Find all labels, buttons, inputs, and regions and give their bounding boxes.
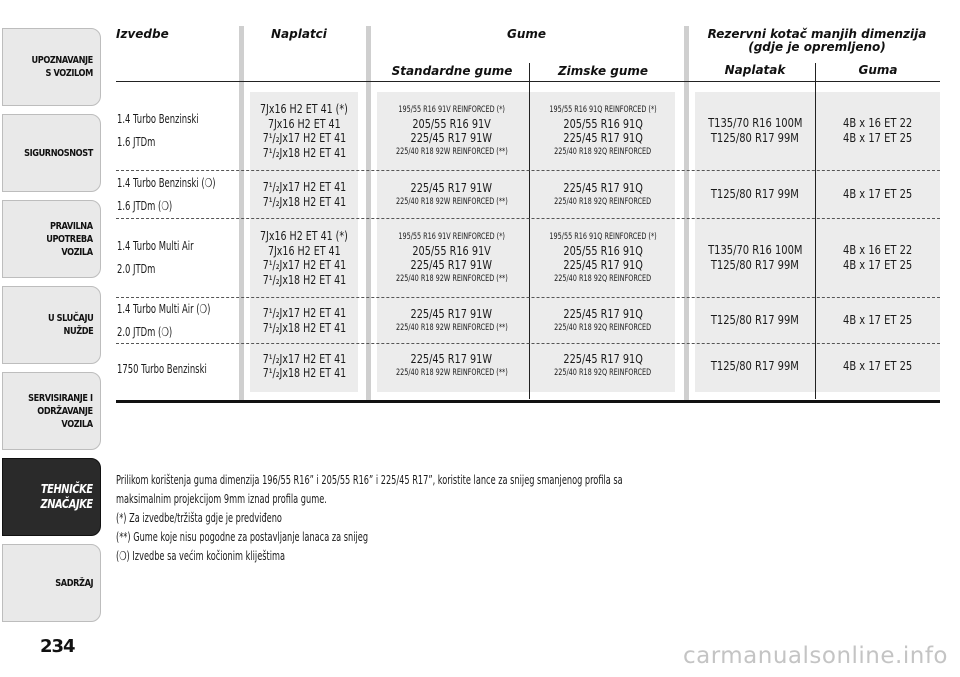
row3-spare-rim [695, 220, 815, 296]
tyre-size: 225/40 R18 92Q REINFORCED [554, 147, 652, 157]
row3-standard-tyres [374, 220, 529, 296]
spare-tyre-size: 4B x 17 ET 25 [843, 313, 913, 327]
rim-size: 7Jx16 H2 ET 41 [267, 243, 341, 258]
row1-winter-tyres [530, 93, 676, 169]
tab-upoznavanje[interactable]: UPOZNAVANJE S VOZILOM [2, 28, 101, 106]
model-name: 1.6 JTDm [117, 135, 156, 149]
header-zimske-gume: Zimske gume [557, 64, 649, 78]
note-snow-chains: Prilikom korištenja guma dimenzija 196/55 R16” i 205/55 R16” i 225/45 R17”, koristite lance za snijeg smanjenog profila sa [116, 473, 623, 487]
rim-size: 7¹/₂Jx17 H2 ET 41 [262, 180, 346, 194]
tab-tehnicke-znacajke[interactable]: TEHNIČKE ZNAČAJKE [2, 458, 101, 536]
header-standardne-gume: Standardne gume [391, 64, 513, 78]
header-naplatak: Naplatak [724, 63, 786, 77]
model-name: 1.4 Turbo Benzinski [117, 112, 199, 126]
spare-rim-size: T125/80 R17 99M [710, 358, 800, 373]
note-asterisk: (*) Za izvedbe/tržišta gdje je predviđeno [116, 511, 282, 525]
row3-models [117, 220, 239, 296]
model-name: 1.4 Turbo Benzinski (❍) [117, 175, 216, 190]
spare-tyre-size: 4B x 17 ET 25 [843, 358, 913, 373]
tyre-size: 225/45 R17 91Q [563, 352, 643, 366]
tyre-size: 225/45 R17 91W [410, 258, 493, 272]
tyre-size: 225/40 R18 92Q REINFORCED [554, 196, 652, 207]
row-separator-3 [116, 297, 940, 298]
header-naplatci: Naplatci [271, 27, 327, 41]
row5-models [117, 346, 239, 392]
tyre-size: 225/45 R17 91W [410, 352, 493, 366]
header-gume: Gume [507, 27, 547, 41]
tyre-size: 225/45 R17 91Q [563, 131, 643, 145]
rim-size: 7¹/₂Jx18 H2 ET 41 [262, 366, 346, 380]
row-separator-4 [116, 343, 940, 344]
row1-standard-tyres [374, 93, 529, 169]
row1-spare-rim [695, 93, 815, 169]
tyre-size: 225/40 R18 92W REINFORCED (**) [395, 322, 508, 333]
footnotes [116, 471, 756, 566]
row2-spare-rim [695, 172, 815, 217]
row1-models [117, 93, 239, 169]
tyre-size: 225/40 R18 92Q REINFORCED [554, 274, 652, 284]
spare-tyre-size: 4B x 17 ET 25 [843, 258, 913, 272]
row2-models [117, 172, 239, 217]
rim-size: 7¹/₂Jx18 H2 ET 41 [262, 194, 346, 209]
model-name: 1.4 Turbo Multi Air (❍) [117, 301, 211, 316]
tyre-size: 195/55 R16 91Q REINFORCED (*) [549, 105, 657, 115]
model-name: 2.0 JTDm [117, 262, 156, 276]
row2-winter-tyres [530, 172, 676, 217]
header-rule [116, 81, 940, 82]
spare-rim-size: T125/80 R17 99M [710, 313, 800, 327]
row5-spare-rim [695, 346, 815, 386]
rim-size: 7¹/₂Jx18 H2 ET 41 [262, 272, 346, 287]
note-circle: (❍) Izvedbe sa većim kočionim kliještima [116, 549, 286, 563]
tyre-size: 225/40 R18 92W REINFORCED (**) [395, 368, 508, 378]
spare-rim-size: T125/80 R17 99M [710, 131, 800, 145]
tyre-size: 225/45 R17 91W [410, 306, 493, 321]
row2-standard-tyres [374, 172, 529, 217]
model-name: 1750 Turbo Benzinski [117, 361, 207, 376]
model-name: 2.0 JTDm (❍) [117, 324, 173, 339]
spare-tyre-size: 4B x 16 ET 22 [843, 116, 913, 130]
row3-winter-tyres [530, 220, 676, 296]
header-guma: Guma [858, 63, 898, 77]
rim-size: 7¹/₂Jx17 H2 ET 41 [262, 351, 346, 366]
row2-rims [246, 172, 362, 217]
rim-size: 7¹/₂Jx17 H2 ET 41 [262, 306, 346, 320]
tyre-size: 225/45 R17 91Q [563, 180, 643, 195]
rim-size: 7Jx16 H2 ET 41 (*) [260, 102, 348, 116]
tab-servisiranje[interactable]: SERVISIRANJE I ODRŽAVANJE VOZILA [2, 372, 101, 450]
rim-size: 7¹/₂Jx17 H2 ET 41 [262, 131, 346, 145]
spare-rim-size: T125/80 R17 99M [710, 258, 800, 272]
row4-models [117, 299, 239, 342]
row5-rims [246, 346, 362, 386]
spare-tyre-size: 4B x 17 ET 25 [843, 131, 913, 145]
rim-size: 7¹/₂Jx18 H2 ET 41 [262, 320, 346, 335]
model-name: 1.4 Turbo Multi Air [117, 239, 194, 253]
tyre-size: 205/55 R16 91V [412, 244, 491, 258]
row3-spare-tyre [816, 220, 940, 296]
page-number: 234 [40, 636, 75, 657]
tyre-size: 225/40 R18 92W REINFORCED (**) [395, 147, 508, 157]
row-separator-2 [116, 218, 940, 219]
tyre-size: 225/45 R17 91W [410, 131, 493, 145]
row1-spare-tyre [816, 93, 940, 169]
tyre-size: 225/45 R17 91W [410, 180, 493, 195]
spare-rim-size: T135/70 R16 100M [707, 243, 803, 257]
tyre-size: 225/40 R18 92Q REINFORCED [554, 322, 652, 333]
model-name: 1.6 JTDm (❍) [117, 198, 173, 213]
tyre-size: 225/45 R17 91Q [563, 306, 643, 321]
rim-size: 7¹/₂Jx17 H2 ET 41 [262, 258, 346, 272]
watermark: carmanualsonline.info [682, 643, 948, 669]
header-rezervni: Rezervni kotač manjih dimenzija [707, 27, 927, 41]
row4-standard-tyres [374, 299, 529, 342]
tyre-size: 205/55 R16 91Q [563, 117, 643, 131]
row4-rims [246, 299, 362, 342]
tyre-size: 225/40 R18 92Q REINFORCED [554, 368, 652, 378]
row4-winter-tyres [530, 299, 676, 342]
note-double-asterisk: (**) Gume koje nisu pogodne za postavljanje lanaca za snijeg [116, 530, 369, 544]
tab-u-slucaju-nuzde[interactable]: U SLUČAJU NUŽDE [2, 286, 101, 364]
spare-rim-size: T125/80 R17 99M [710, 187, 800, 201]
rim-size: 7¹/₂Jx18 H2 ET 41 [262, 145, 346, 160]
tyre-size: 205/55 R16 91V [412, 117, 491, 131]
tyre-size: 195/55 R16 91V REINFORCED (*) [398, 105, 505, 115]
header-izvedbe: Izvedbe [116, 27, 169, 41]
tyre-size: 195/55 R16 91Q REINFORCED (*) [549, 232, 657, 242]
tab-sigurnosnost[interactable]: SIGURNOSNOST [2, 114, 101, 192]
row5-spare-tyre [816, 346, 940, 386]
tyre-size: 225/45 R17 91Q [563, 258, 643, 272]
spare-tyre-size: 4B x 17 ET 25 [843, 187, 913, 201]
row4-spare-tyre [816, 299, 940, 342]
row1-rims [246, 93, 362, 169]
spare-rim-size: T135/70 R16 100M [707, 116, 803, 130]
tyre-size: 225/40 R18 92W REINFORCED (**) [395, 196, 508, 207]
row5-standard-tyres [374, 346, 529, 386]
row2-spare-tyre [816, 172, 940, 217]
note-snow-chains-cont: maksimalnim projekcijom 9mm iznad profila gume. [116, 492, 327, 506]
header-rezervni-sub: (gdje je opremljeno) [748, 40, 886, 54]
tab-sadrzaj[interactable]: SADRŽAJ [2, 544, 101, 622]
tab-pravilna-upotreba[interactable]: PRAVILNA UPOTREBA VOZILA [2, 200, 101, 278]
tyre-size: 225/40 R18 92W REINFORCED (**) [395, 274, 508, 284]
rim-size: 7Jx16 H2 ET 41 [267, 116, 341, 131]
table-bottom-rule [116, 400, 940, 403]
row3-rims [246, 220, 362, 296]
row5-winter-tyres [530, 346, 676, 386]
row4-spare-rim [695, 299, 815, 342]
tyre-size: 205/55 R16 91Q [563, 244, 643, 258]
tyre-size: 195/55 R16 91V REINFORCED (*) [398, 232, 505, 242]
spare-tyre-size: 4B x 16 ET 22 [843, 243, 913, 257]
rim-size: 7Jx16 H2 ET 41 (*) [260, 229, 348, 243]
